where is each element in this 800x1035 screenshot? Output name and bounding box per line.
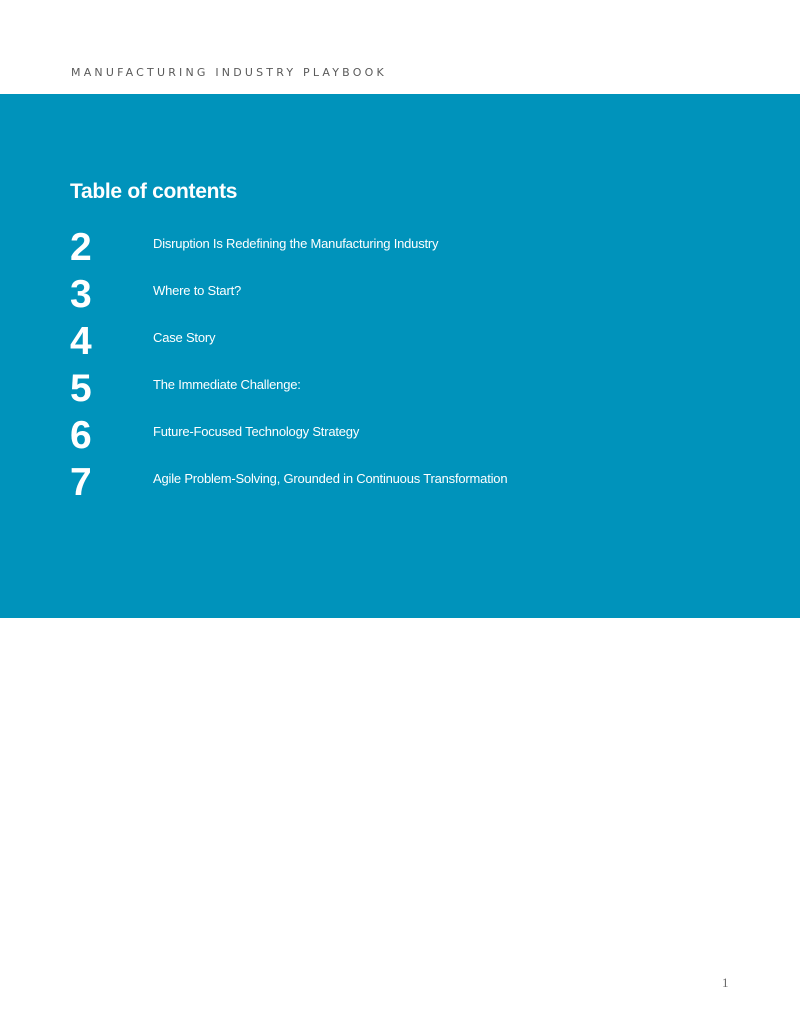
table-of-contents-panel <box>0 94 800 618</box>
running-header: MANUFACTURING INDUSTRY PLAYBOOK <box>71 66 387 79</box>
toc-title: Table of contents <box>70 180 238 203</box>
toc-page-number: 7 <box>70 461 92 504</box>
toc-entry-label: Where to Start? <box>153 283 242 298</box>
toc-entry[interactable] <box>70 369 670 416</box>
toc-entry[interactable] <box>70 322 670 369</box>
toc-entry-label: Disruption Is Redefining the Manufacturing Industry <box>153 236 439 251</box>
toc-entry-label: The Immediate Challenge: <box>153 377 301 392</box>
toc-list <box>70 228 670 510</box>
toc-entry[interactable] <box>70 463 670 510</box>
page-number: 1 <box>722 975 729 990</box>
toc-entry-label: Agile Problem-Solving, Grounded in Continuous Transformation <box>153 471 508 486</box>
toc-entry-label: Future-Focused Technology Strategy <box>153 424 360 439</box>
toc-page-number: 3 <box>70 273 92 316</box>
toc-page-number: 2 <box>70 226 92 269</box>
toc-entry[interactable] <box>70 416 670 463</box>
toc-entry-label: Case Story <box>153 330 216 345</box>
toc-page-number: 4 <box>70 320 92 363</box>
toc-entry[interactable] <box>70 275 670 322</box>
toc-entry[interactable] <box>70 228 670 275</box>
toc-page-number: 6 <box>70 414 92 457</box>
toc-page-number: 5 <box>70 367 92 410</box>
